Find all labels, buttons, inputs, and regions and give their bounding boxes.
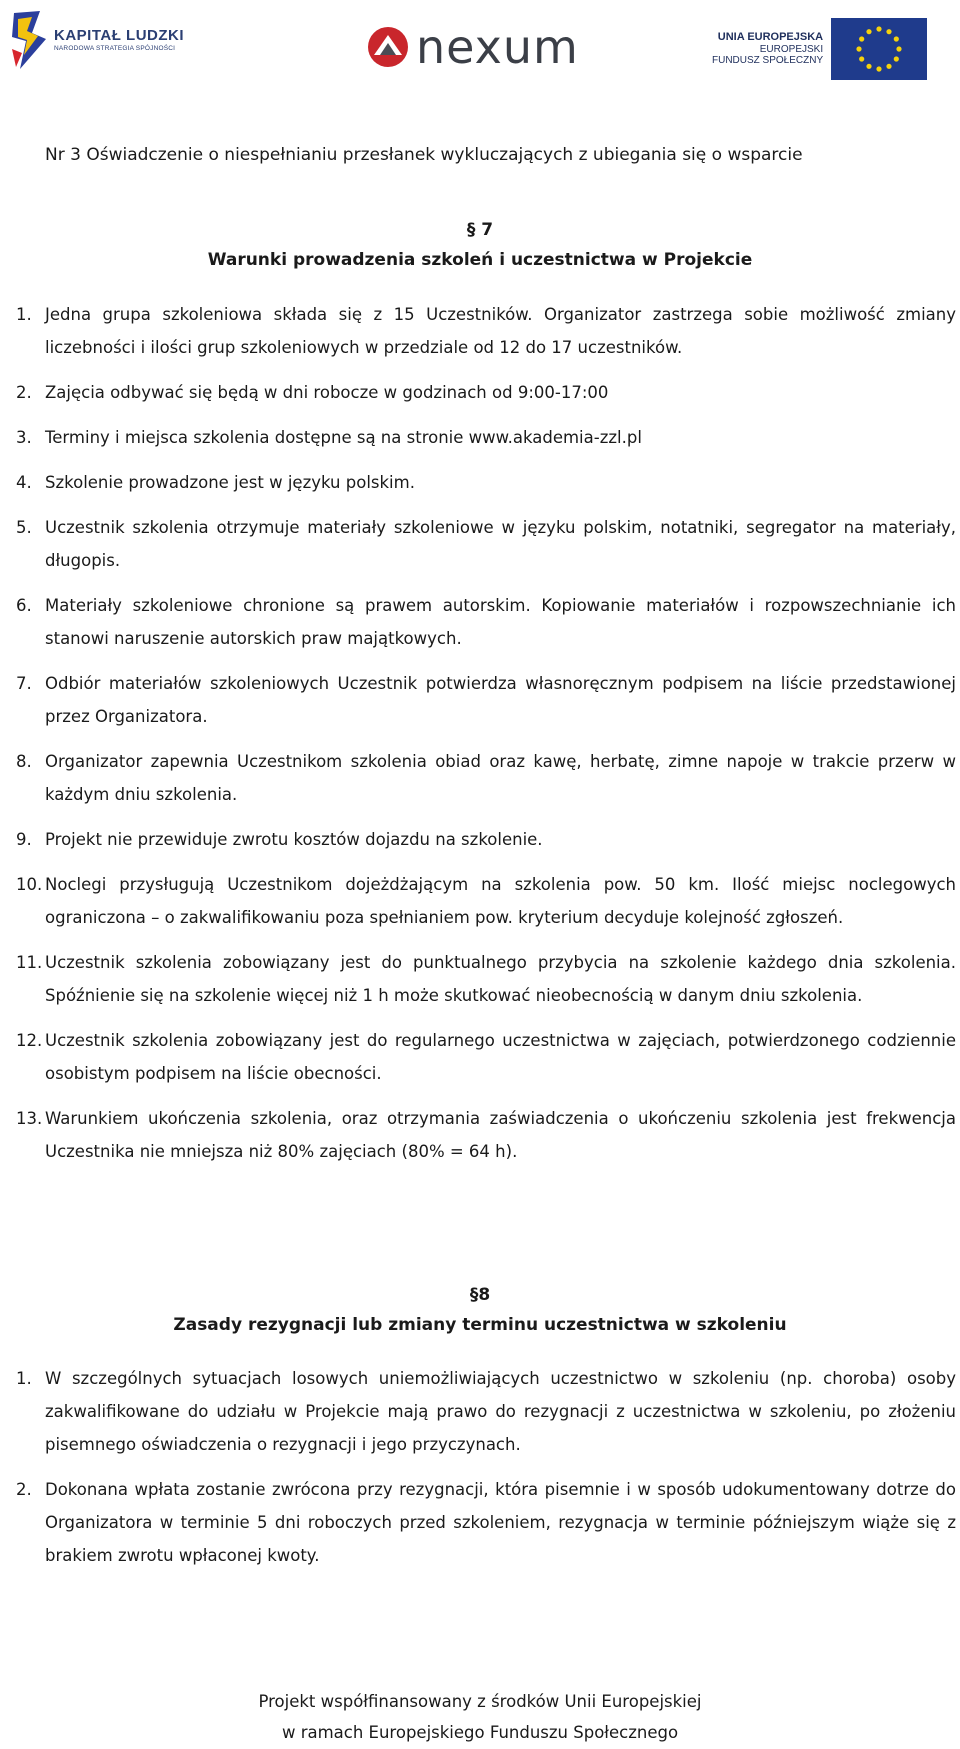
nexum-logo xyxy=(366,20,579,74)
list-item xyxy=(16,298,956,364)
eu-star-icon xyxy=(857,46,862,51)
list-item xyxy=(16,1473,956,1572)
item-number: 1. xyxy=(16,305,32,324)
item-text: Noclegi przysługują Uczestnikom dojeżdżającym na szkolenia pow. 50 km. Ilość miejsc noclegowych ograniczona – o zakwalifikowaniu poza spełnianiem pow. kryterium decyduje kolejność zgłoszeń. xyxy=(45,875,956,927)
item-number: 4. xyxy=(16,473,32,492)
document-title: Nr 3 Oświadczenie o niespełnianiu przesłanek wykluczających z ubiegania się o wsparcie xyxy=(45,145,803,165)
list-item xyxy=(16,667,956,733)
footer-line-1: Projekt współfinansowany z środków Unii Europejskiej xyxy=(258,1692,702,1711)
item-number: 5. xyxy=(16,518,32,537)
kapital-ludzki-title: KAPITAŁ LUDZKI xyxy=(54,26,185,44)
item-text: Uczestnik szkolenia zobowiązany jest do regularnego uczestnictwa w zajęciach, potwierdzonego codziennie osobistym podpisem na liście obecności. xyxy=(45,1031,956,1083)
list-item xyxy=(16,946,956,1012)
footer-line-2: w ramach Europejskiego Funduszu Społecznego xyxy=(281,1723,679,1742)
item-number: 2. xyxy=(16,1480,32,1499)
item-number: 12. xyxy=(16,1031,43,1050)
item-text: Jedna grupa szkoleniowa składa się z 15 Uczestników. Organizator zastrzega sobie możliwość zmiany liczebności i ilości grup szkoleniowych w przedziale od 12 do 17 uczestników. xyxy=(45,305,956,357)
page-header xyxy=(0,0,960,90)
list-item xyxy=(16,1362,956,1461)
eu-label: UNIA EUROPEJSKA xyxy=(717,31,824,44)
item-text: Warunkiem ukończenia szkolenia, oraz otrzymania zaświadczenia o ukończeniu szkolenia jest frekwencja Uczestnika nie mniejsza niż 80% zajęciach (80% = 64 h). xyxy=(45,1109,956,1161)
item-number: 6. xyxy=(16,596,32,615)
nexum-emblem-icon xyxy=(366,25,410,69)
eu-star-icon xyxy=(877,66,882,71)
item-text: Terminy i miejsca szkolenia dostępne są na stronie www.akademia-zzl.pl xyxy=(45,428,642,447)
eu-star-icon xyxy=(897,46,902,51)
list-item xyxy=(16,421,956,454)
eu-flag-icon xyxy=(831,18,927,80)
item-number: 3. xyxy=(16,428,32,447)
section-8-title: Zasady rezygnacji lub zmiany terminu uczestnictwa w szkoleniu xyxy=(173,1315,787,1335)
list-item xyxy=(16,511,956,577)
kapital-ludzki-subtitle: NARODOWA STRATEGIA SPÓJNOŚCI xyxy=(54,44,176,52)
eu-star-icon xyxy=(859,36,864,41)
list-item xyxy=(16,1102,956,1168)
section-7-heading xyxy=(0,215,960,275)
eu-star-icon xyxy=(894,36,899,41)
item-text: Organizator zapewnia Uczestnikom szkolenia obiad oraz kawę, herbatę, zimne napoje w trakcie przerw w każdym dniu szkolenia. xyxy=(45,752,956,804)
list-item xyxy=(16,868,956,934)
kapital-ludzki-logo xyxy=(10,8,184,72)
section-7-title: Warunki prowadzenia szkoleń i uczestnictwa w Projekcie xyxy=(207,250,753,270)
page-footer xyxy=(0,1686,960,1748)
eu-star-icon xyxy=(877,26,882,31)
item-text: Dokonana wpłata zostanie zwrócona przy rezygnacji, która pisemnie i w sposób udokumentowany dotrze do Organizatora w terminie 5 dni roboczych przed szkoleniem, rezygnacja w terminie późniejszym wiąże się z brakiem zwrotu wpłaconej kwoty. xyxy=(45,1480,956,1565)
item-text: Materiały szkoleniowe chronione są prawem autorskim. Kopiowanie materiałów i rozpowszechnianie ich stanowi naruszenie autorskich praw majątkowych. xyxy=(45,596,956,648)
list-item xyxy=(16,589,956,655)
item-number: 10. xyxy=(16,875,43,894)
section-7-list xyxy=(16,298,956,1180)
item-text: Projekt nie przewiduje zwrotu kosztów dojazdu na szkolenie. xyxy=(45,830,543,849)
item-number: 11. xyxy=(16,953,43,972)
section-8-number: §8 xyxy=(469,1285,491,1305)
item-text: Szkolenie prowadzone jest w języku polskim. xyxy=(45,473,415,492)
eu-efs-logo xyxy=(712,18,927,80)
nexum-wordmark: nexum xyxy=(416,20,579,74)
list-item xyxy=(16,376,956,409)
item-number: 13. xyxy=(16,1109,43,1128)
list-item xyxy=(16,466,956,499)
list-item xyxy=(16,823,956,856)
item-text: Zajęcia odbywać się będą w dni robocze w godzinach od 9:00-17:00 xyxy=(45,383,609,402)
section-7-number: § 7 xyxy=(466,220,494,240)
section-8-list xyxy=(16,1362,956,1584)
item-text: Uczestnik szkolenia zobowiązany jest do punktualnego przybycia na szkolenie każdego dnia szkolenia. Spóźnienie się na szkolenie więcej niż 1 h może skutkować nieobecnością w danym dniu szkolenia. xyxy=(45,953,956,1005)
eu-star-icon xyxy=(867,64,872,69)
list-item xyxy=(16,745,956,811)
item-text: Odbiór materiałów szkoleniowych Uczestnik potwierdza własnoręcznym podpisem na liście przedstawionej przez Organizatora. xyxy=(45,674,956,726)
item-number: 7. xyxy=(16,674,32,693)
item-number: 9. xyxy=(16,830,32,849)
eu-star-icon xyxy=(887,64,892,69)
eu-star-icon xyxy=(867,29,872,34)
eu-star-icon xyxy=(887,29,892,34)
item-number: 1. xyxy=(16,1369,32,1388)
eu-star-icon xyxy=(894,56,899,61)
section-8-heading xyxy=(0,1280,960,1340)
item-text: W szczególnych sytuacjach losowych uniemożliwiających uczestnictwo w szkoleniu (np. choroba) osoby zakwalifikowane do udziału w Projekcie mają prawo do rezygnacji z uczestnictwa w szkoleniu, po złożeniu pisemnego oświadczenia o rezygnacji i jego przyczynach. xyxy=(45,1369,956,1454)
efs-label-line2: FUNDUSZ SPOŁECZNY xyxy=(712,55,824,67)
list-item xyxy=(16,1024,956,1090)
efs-label-line1: EUROPEJSKI xyxy=(759,43,824,55)
item-text: Uczestnik szkolenia otrzymuje materiały szkoleniowe w języku polskim, notatniki, segregator na materiały, długopis. xyxy=(45,518,956,570)
item-number: 2. xyxy=(16,383,32,402)
eu-star-icon xyxy=(859,56,864,61)
item-number: 8. xyxy=(16,752,32,771)
kapital-ludzki-star-icon xyxy=(10,9,48,71)
